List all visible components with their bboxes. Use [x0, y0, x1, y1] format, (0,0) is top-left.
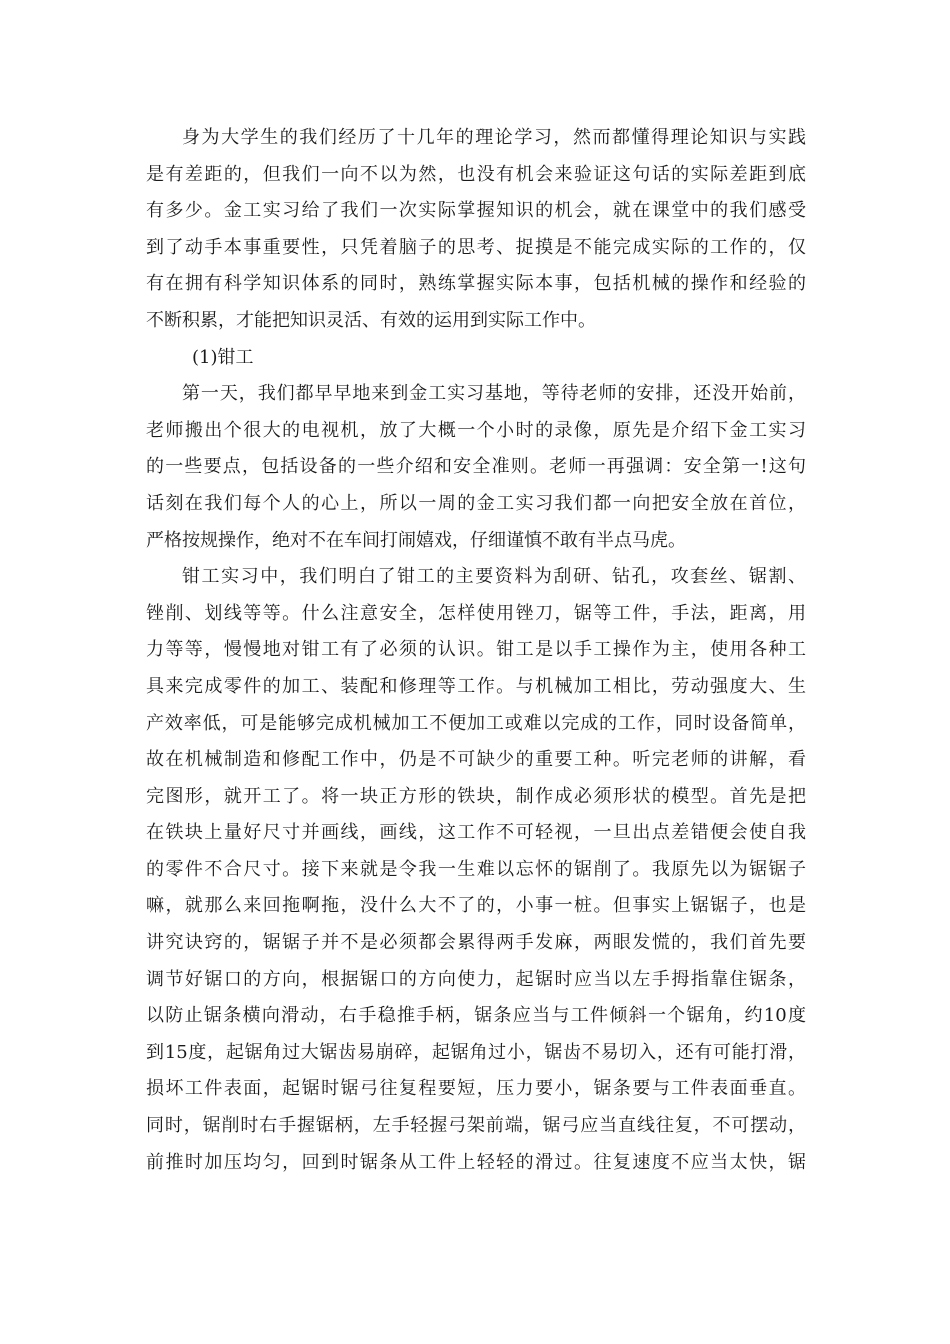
paragraph-3-line-8: 在铁块上量好尺寸并画线，画线，这工作不可轻视，一旦出点差错便会使自我	[146, 822, 806, 844]
paragraph-1-line-3: 有多少。金工实习给了我们一次实际掌握知识的机会，就在课堂中的我们感受	[146, 200, 806, 222]
paragraph-1-line-6: 不断积累，才能把知识灵活、有效的运用到实际工作中。	[146, 309, 596, 331]
paragraph-2-line-3: 的一些要点，包括设备的一些介绍和安全准则。老师一再强调：安全第一!这句	[146, 456, 806, 478]
paragraph-3-line-12: 调节好锯口的方向，根据锯口的方向使力，起锯时应当以左手拇指靠住锯条，	[146, 968, 806, 990]
paragraph-1-line-1: 身为大学生的我们经历了十几年的理论学习，然而都懂得理论知识与实践	[182, 127, 806, 148]
paragraph-1-line-4: 到了动手本事重要性，只凭着脑子的思考、捉摸是不能完成实际的工作的，仅	[146, 236, 806, 258]
paragraph-3-line-14: 到15度，起锯角过大锯齿易崩碎，起锯角过小，锯齿不易切入，还有可能打滑，	[146, 1041, 806, 1063]
paragraph-3-line-1: 钳工实习中，我们明白了钳工的主要资料为刮研、钻孔，攻套丝、锯割、	[182, 566, 806, 588]
paragraph-3-line-17: 前推时加压均匀，回到时锯条从工件上轻轻的滑过。往复速度不应当太快，锯	[146, 1151, 806, 1173]
paragraph-3-line-3: 力等等，慢慢地对钳工有了必须的认识。钳工是以手工操作为主，使用各种工	[146, 639, 806, 661]
paragraph-3-line-9: 的零件不合尺寸。接下来就是令我一生难以忘怀的锯削了。我原先以为锯锯子	[146, 858, 806, 880]
paragraph-2-line-1: 第一天，我们都早早地来到金工实习基地，等待老师的安排，还没开始前，	[182, 383, 806, 405]
paragraph-3-line-13: 以防止锯条横向滑动，右手稳推手柄，锯条应当与工件倾斜一个锯角，约10度	[146, 1005, 806, 1027]
paragraph-3-line-7: 完图形，就开工了。将一块正方形的铁块，制作成必须形状的模型。首先是把	[146, 785, 806, 807]
paragraph-2-line-2: 老师搬出个很大的电视机，放了大概一个小时的录像，原先是介绍下金工实习	[146, 419, 806, 441]
paragraph-3-line-16: 同时，锯削时右手握锯柄，左手轻握弓架前端，锯弓应当直线往复，不可摆动，	[146, 1115, 806, 1137]
paragraph-1-line-5: 有在拥有科学知识体系的同时，熟练掌握实际本事，包括机械的操作和经验的	[146, 273, 806, 295]
paragraph-2-line-5: 严格按规操作，绝对不在车间打闹嬉戏，仔细谨慎不敢有半点马虎。	[146, 529, 686, 551]
paragraph-3-line-2: 锉削、划线等等。什么注意安全，怎样使用锉刀，锯等工件，手法，距离，用	[146, 602, 806, 624]
document-body	[146, 120, 806, 1181]
paragraph-1-line-2: 是有差距的，但我们一向不以为然，也没有机会来验证这句话的实际差距到底	[146, 163, 806, 185]
paragraph-3-line-5: 产效率低，可是能够完成机械加工不便加工或难以完成的工作，同时设备简单，	[146, 712, 806, 734]
section-heading: (1)钳工	[192, 346, 254, 368]
paragraph-3-line-6: 故在机械制造和修配工作中，仍是不可缺少的重要工种。听完老师的讲解，看	[146, 749, 806, 771]
paragraph-3-line-10: 嘛，就那么来回拖啊拖，没什么大不了的，小事一桩。但事实上锯锯子，也是	[146, 895, 806, 917]
paragraph-3-line-11: 讲究诀窍的，锯锯子并不是必须都会累得两手发麻，两眼发慌的，我们首先要	[146, 932, 806, 954]
paragraph-3-line-4: 具来完成零件的加工、装配和修理等工作。与机械加工相比，劳动强度大、生	[146, 675, 806, 697]
paragraph-2-line-4: 话刻在我们每个人的心上，所以一周的金工实习我们都一向把安全放在首位，	[146, 492, 806, 514]
paragraph-3-line-15: 损坏工件表面，起锯时锯弓往复程要短，压力要小，锯条要与工件表面垂直。	[146, 1078, 806, 1100]
